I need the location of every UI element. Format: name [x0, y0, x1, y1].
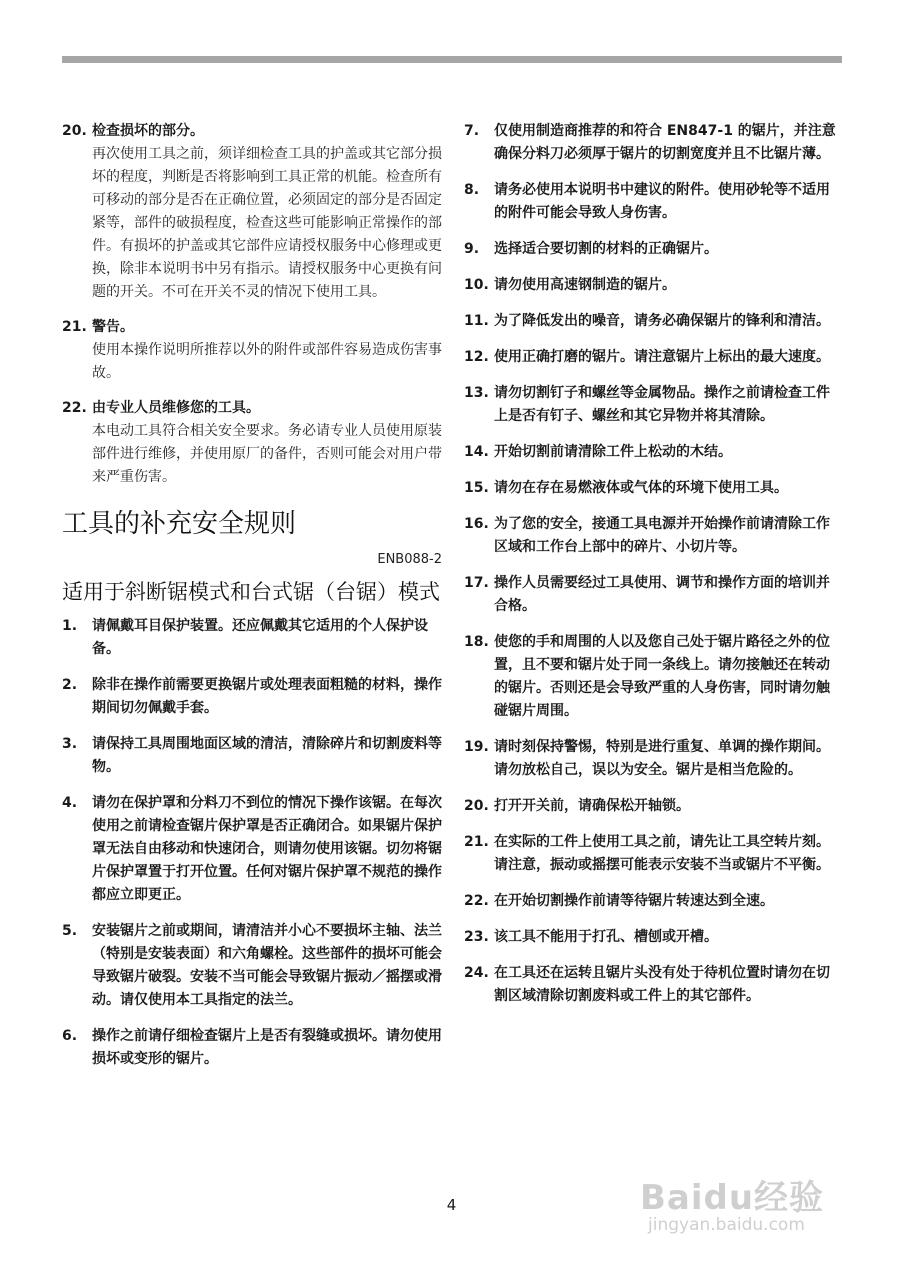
item-number: 5.	[62, 923, 78, 939]
section-number: 20.	[62, 123, 87, 139]
item-number: 19.	[464, 739, 489, 755]
section-21	[62, 316, 442, 385]
right-column	[464, 120, 842, 1021]
section-22	[62, 397, 442, 489]
list-item	[464, 795, 842, 818]
section-body: 使用本操作说明所推荐以外的附件或部件容易造成伤害事故。	[92, 342, 442, 381]
item-text: 请佩戴耳目保护装置。还应佩戴其它适用的个人保护设备。	[92, 618, 428, 657]
baidu-watermark	[640, 1170, 880, 1260]
list-item	[464, 926, 842, 949]
item-text: 开始切割前请清除工件上松动的木结。	[494, 444, 732, 460]
section-title: 警告。	[92, 319, 134, 335]
item-text: 操作人员需要经过工具使用、调节和操作方面的培训并合格。	[494, 575, 830, 614]
item-number: 6.	[62, 1028, 78, 1044]
item-number: 16.	[464, 516, 489, 532]
list-item	[464, 890, 842, 913]
item-text: 选择适合要切割的材料的正确锯片。	[494, 241, 718, 257]
list-item	[464, 382, 842, 428]
item-number: 2.	[62, 677, 78, 693]
item-number: 11.	[464, 313, 489, 329]
list-item	[464, 120, 842, 166]
list-item	[464, 346, 842, 369]
safety-sections	[62, 120, 442, 489]
item-number: 4.	[62, 795, 78, 811]
item-number: 7.	[464, 123, 480, 139]
list-item	[464, 736, 842, 782]
item-text: 使您的手和周围的人以及您自己处于锯片路径之外的位置，且不要和锯片处于同一条线上。请勿接触还在转动的锯片。否则还是会导致严重的人身伤害，同时请勿触碰锯片周围。	[494, 634, 830, 719]
item-text: 打开开关前，请确保松开轴锁。	[494, 798, 690, 814]
item-number: 1.	[62, 618, 78, 634]
item-text: 该工具不能用于打孔、槽刨或开槽。	[494, 929, 718, 945]
item-text: 请务必使用本说明书中建议的附件。使用砂轮等不适用的附件可能会导致人身伤害。	[494, 182, 830, 221]
item-text: 为了降低发出的噪音，请务必确保锯片的锋利和清洁。	[494, 313, 830, 329]
item-number: 23.	[464, 929, 489, 945]
item-number: 24.	[464, 965, 489, 981]
list-item	[464, 274, 842, 297]
section-title: 检查损坏的部分。	[92, 123, 204, 139]
list-item	[464, 513, 842, 559]
item-text: 请勿切割钉子和螺丝等金属物品。操作之前请检查工件上是否有钉子、螺丝和其它异物并将其清除。	[494, 385, 830, 424]
rule-list-left	[62, 615, 442, 1071]
list-item	[464, 631, 842, 723]
item-text: 仅使用制造商推荐的和符合 EN847-1 的锯片，并注意确保分料刀必须厚于锯片的切割宽度并且不比锯片薄。	[494, 123, 836, 162]
section-title: 由专业人员维修您的工具。	[92, 400, 260, 416]
list-item	[62, 615, 442, 661]
item-number: 22.	[464, 893, 489, 909]
list-item	[62, 920, 442, 1012]
item-number: 21.	[464, 834, 489, 850]
item-number: 3.	[62, 736, 78, 752]
list-item	[464, 310, 842, 333]
item-number: 14.	[464, 444, 489, 460]
document-code: ENB088-2	[377, 552, 442, 567]
page-number: 4	[446, 1196, 457, 1214]
item-number: 18.	[464, 634, 489, 650]
section-20	[62, 120, 442, 304]
item-number: 10.	[464, 277, 489, 293]
item-text: 安装锯片之前或期间，请清洁并小心不要损坏主轴、法兰（特别是安装表面）和六角螺栓。这些部件的损坏可能会导致锯片破裂。安装不当可能会导致锯片振动／摇摆或滑动。请仅使用本工具指定的法兰。	[92, 923, 442, 1008]
list-item	[464, 441, 842, 464]
item-text: 请勿使用高速钢制造的锯片。	[494, 277, 676, 293]
item-number: 13.	[464, 385, 489, 401]
item-text: 请勿在存在易燃液体或气体的环境下使用工具。	[494, 480, 788, 496]
list-item	[464, 238, 842, 261]
item-text: 为了您的安全，接通工具电源并开始操作前请清除工作区域和工作台上部中的碎片、小切片等。	[494, 516, 830, 555]
list-item	[464, 572, 842, 618]
sub-heading: 适用于斜断锯模式和台式锯（台锯）模式	[62, 580, 440, 604]
item-number: 8.	[464, 182, 480, 198]
list-item	[62, 674, 442, 720]
section-number: 21.	[62, 319, 87, 335]
list-item	[464, 179, 842, 225]
list-item	[62, 1025, 442, 1071]
item-number: 15.	[464, 480, 489, 496]
item-number: 12.	[464, 349, 489, 365]
watermark-logo: Baidu经验	[640, 1178, 825, 1218]
item-text: 在工具还在运转且锯片头没有处于待机位置时请勿在切割区域清除切割废料或工件上的其它部件。	[494, 965, 830, 1004]
item-text: 请勿在保护罩和分料刀不到位的情况下操作该锯。在每次使用之前请检查锯片保护罩是否正确闭合。如果锯片保护罩无法自由移动和快速闭合，则请勿使用该锯。切勿将锯片保护罩置于打开位置。任何对锯片保护罩不规范的操作都应立即更正。	[92, 795, 442, 903]
list-item	[464, 962, 842, 1008]
item-text: 请时刻保持警惕，特别是进行重复、单调的操作期间。请勿放松自己，误以为安全。锯片是相当危险的。	[494, 739, 830, 778]
item-text: 操作之前请仔细检查锯片上是否有裂缝或损坏。请勿使用损坏或变形的锯片。	[92, 1028, 442, 1067]
section-body: 本电动工具符合相关安全要求。务必请专业人员使用原装部件进行维修，并使用原厂的备件，否则可能会对用户带来严重伤害。	[92, 423, 442, 485]
list-item	[62, 792, 442, 907]
section-number: 22.	[62, 400, 87, 416]
list-item	[464, 477, 842, 500]
left-column	[62, 120, 442, 1084]
item-text: 在开始切割操作前请等待锯片转速达到全速。	[494, 893, 774, 909]
item-number: 17.	[464, 575, 489, 591]
item-text: 除非在操作前需要更换锯片或处理表面粗糙的材料，操作期间切勿佩戴手套。	[92, 677, 442, 716]
watermark-url: jingyan.baidu.com	[648, 1215, 805, 1235]
list-item	[464, 831, 842, 877]
list-item	[62, 733, 442, 779]
page-heading: 工具的补充安全规则	[62, 509, 297, 539]
item-number: 9.	[464, 241, 480, 257]
item-text: 使用正确打磨的锯片。请注意锯片上标出的最大速度。	[494, 349, 830, 365]
item-text: 在实际的工件上使用工具之前，请先让工具空转片刻。请注意，振动或摇摆可能表示安装不当或锯片不平衡。	[494, 834, 830, 873]
item-number: 20.	[464, 798, 489, 814]
top-rule	[62, 56, 842, 63]
section-body: 再次使用工具之前，须详细检查工具的护盖或其它部分损坏的程度，判断是否将影响到工具正常的机能。检查所有可移动的部分是否在正确位置，必须固定的部分是否固定紧等，部件的破损程度，检查这些可能影响正常操作的部件。有损坏的护盖或其它部件应请授权服务中心修理或更换，除非本说明书中另有指示。请授权服务中心更换有问题的开关。不可在开关不灵的情况下使用工具。	[92, 146, 442, 300]
item-text: 请保持工具周围地面区域的清洁，清除碎片和切割废料等物。	[92, 736, 442, 775]
